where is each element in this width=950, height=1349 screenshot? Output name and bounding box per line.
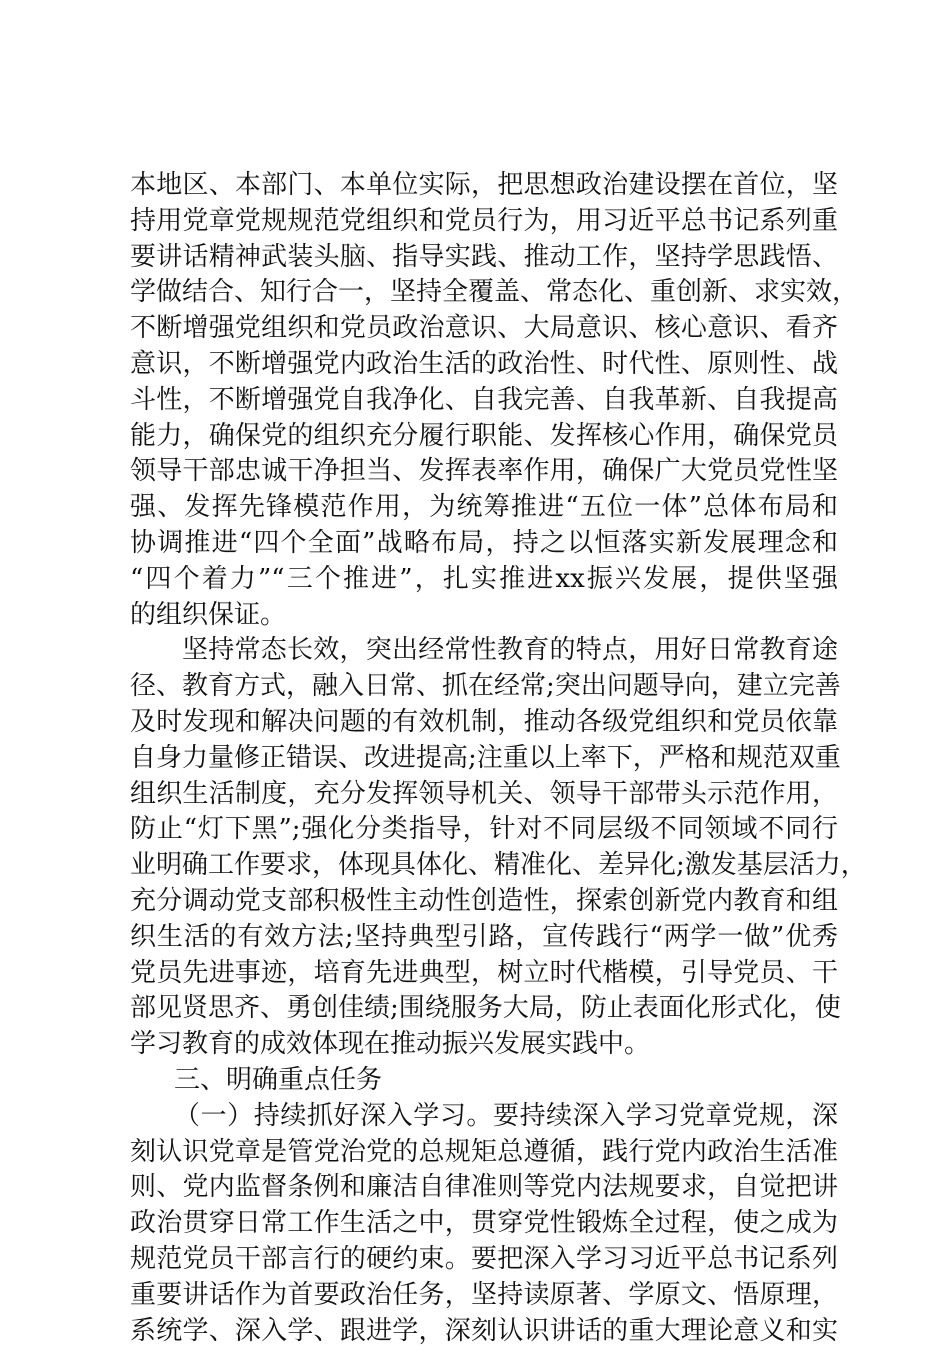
paragraph-1 bbox=[130, 168, 838, 633]
text-line: 则、党内监督条例和廉洁自律准则等党内法规要求，自觉把讲 bbox=[130, 1170, 838, 1206]
text-line: 协调推进“四个全面”战略布局，持之以恒落实新发展理念和 bbox=[130, 526, 838, 562]
text-line: 的组织保证。 bbox=[130, 598, 838, 634]
text-line: 要讲话精神武装头脑、指导实践、推动工作，坚持学思践悟、 bbox=[130, 240, 838, 276]
text-line: 规范党员干部言行的硬约束。要把深入学习习近平总书记系列 bbox=[130, 1242, 838, 1278]
section-heading bbox=[130, 1063, 838, 1099]
text-line: 充分调动党支部积极性主动性创造性，探索创新党内教育和组 bbox=[130, 884, 838, 920]
text-line-first-indent: 坚持常态长效，突出经常性教育的特点，用好日常教育途 bbox=[130, 633, 838, 669]
text-line-first-indent: （一）持续抓好深入学习。要持续深入学习党章党规，深 bbox=[130, 1099, 838, 1135]
text-line: 本地区、本部门、本单位实际，把思想政治建设摆在首位，坚 bbox=[130, 168, 838, 204]
text-line: 意识，不断增强党内政治生活的政治性、时代性、原则性、战 bbox=[130, 347, 838, 383]
document-body bbox=[130, 168, 838, 1349]
text-line: 学习教育的成效体现在推动振兴发展实践中。 bbox=[130, 1027, 838, 1063]
text-line: 持用党章党规规范党组织和党员行为，用习近平总书记系列重 bbox=[130, 204, 838, 240]
text-line: 织生活的有效方法;坚持典型引路，宣传践行“两学一做”优秀 bbox=[130, 920, 838, 956]
text-line: 业明确工作要求，体现具体化、精准化、差异化;激发基层活力， bbox=[130, 848, 838, 884]
text-line: 及时发现和解决问题的有效机制，推动各级党组织和党员依靠 bbox=[130, 705, 838, 741]
text-line: 部见贤思齐、勇创佳绩;围绕服务大局，防止表面化形式化，使 bbox=[130, 991, 838, 1027]
text-line: 组织生活制度，充分发挥领导机关、领导干部带头示范作用， bbox=[130, 777, 838, 813]
text-line: 领导干部忠诚干净担当、发挥表率作用，确保广大党员党性坚 bbox=[130, 454, 838, 490]
text-line: 重要讲话作为首要政治任务，坚持读原著、学原文、悟原理， bbox=[130, 1278, 838, 1314]
section-heading-text: 三、明确重点任务 bbox=[130, 1063, 838, 1099]
text-line: 自身力量修正错误、改进提高;注重以上率下，严格和规范双重 bbox=[130, 741, 838, 777]
text-line: 能力，确保党的组织充分履行职能、发挥核心作用，确保党员 bbox=[130, 419, 838, 455]
text-line: 强、发挥先锋模范作用，为统筹推进“五位一体”总体布局和 bbox=[130, 490, 838, 526]
text-line: 党员先进事迹，培育先进典型，树立时代楷模，引导党员、干 bbox=[130, 956, 838, 992]
text-line: 政治贯穿日常工作生活之中，贯穿党性锻炼全过程，使之成为 bbox=[130, 1206, 838, 1242]
text-line: 防止“灯下黑”;强化分类指导，针对不同层级不同领域不同行 bbox=[130, 812, 838, 848]
text-line: “四个着力”“三个推进”，扎实推进xx振兴发展，提供坚强 bbox=[130, 562, 838, 598]
text-line: 学做结合、知行合一，坚持全覆盖、常态化、重创新、求实效， bbox=[130, 275, 838, 311]
paragraph-2 bbox=[130, 633, 838, 1063]
paragraph-3 bbox=[130, 1099, 838, 1349]
text-line: 系统学、深入学、跟进学，深刻认识讲话的重大理论意义和实 bbox=[130, 1314, 838, 1349]
text-line: 刻认识党章是管党治党的总规矩总遵循，践行党内政治生活准 bbox=[130, 1135, 838, 1171]
text-line: 斗性，不断增强党自我净化、自我完善、自我革新、自我提高 bbox=[130, 383, 838, 419]
text-line: 不断增强党组织和党员政治意识、大局意识、核心意识、看齐 bbox=[130, 311, 838, 347]
text-line: 径、教育方式，融入日常、抓在经常;突出问题导向，建立完善 bbox=[130, 669, 838, 705]
